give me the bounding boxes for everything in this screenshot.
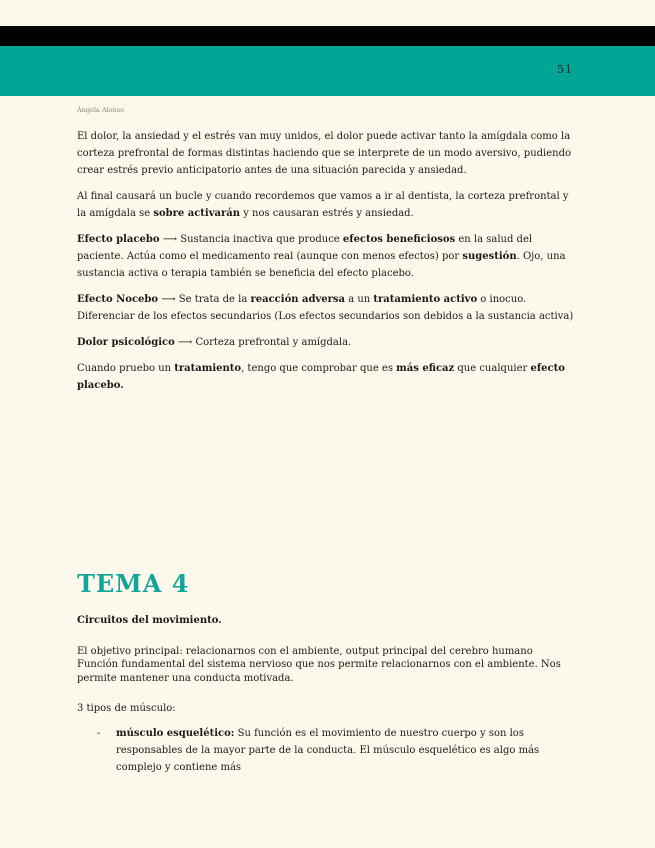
paragraph	[77, 360, 574, 394]
bold-text: efectos beneficiosos	[342, 234, 456, 245]
bold-text: tratamiento activo	[373, 294, 478, 305]
muscle-list	[77, 725, 574, 776]
body-text	[77, 128, 574, 403]
paragraph	[77, 188, 574, 222]
text-span: Al final causará un bucle y cuando recordemos que vamos a ir al dentista, la corteza prefrontal y la amígdala se	[77, 191, 569, 219]
text-span: y nos causaran estrés y ansiedad.	[240, 208, 414, 219]
text-span: Su función es el movimiento de nuestro cuerpo y son los responsables de la mayor parte de la conducta. El músculo esquelético es algo más complejo y contiene más	[116, 727, 540, 773]
bold-text: sobre activarán	[153, 208, 241, 219]
objective-line-1: El objetivo principal: relacionarnos con el ambiente, output principal del cerebro humano	[77, 645, 533, 657]
paragraph	[77, 334, 574, 351]
bold-text: tratamiento	[174, 363, 242, 374]
objective-text	[77, 645, 574, 686]
list-dash: -	[97, 727, 101, 739]
bold-text: Efecto Nocebo	[77, 294, 159, 305]
text-span: que cualquier	[454, 363, 531, 374]
bold-text: reacción adversa	[250, 294, 346, 305]
bold-text: sugestión	[462, 251, 517, 262]
paragraph	[77, 128, 574, 179]
paragraph	[77, 231, 574, 282]
text-span: . Ojo, una sustancia activa o terapia también se beneficia del efecto placebo.	[77, 251, 566, 279]
text-span: a un	[345, 294, 374, 305]
section-content	[77, 614, 574, 776]
author-label: Ángela Alonso	[77, 106, 125, 114]
text-span: en la salud del paciente. Actúa como el medicamento real (aunque con menos efectos) por	[77, 234, 533, 262]
text-span: o inocuo. Diferenciar de los efectos secundarios (Los efectos secundarios son debidos a la sustancia activa)	[77, 294, 574, 322]
objective-line-2: Función fundamental del sistema nervioso que nos permite relacionarnos con el ambiente. Nos permite mantener una conducta motivada.	[77, 659, 561, 684]
text-span: ⟶ Sustancia inactiva que produce	[159, 234, 343, 245]
bold-text: Dolor psicológico	[77, 337, 175, 348]
text-span: ⟶ Se trata de la	[158, 294, 251, 305]
section-title: TEMA 4	[77, 569, 190, 598]
page-number: 51	[557, 63, 573, 76]
muscle-types-intro: 3 tipos de músculo:	[77, 703, 176, 714]
bold-text: más eficaz	[396, 363, 455, 374]
text-span: , tengo que comprobar que es	[241, 363, 397, 374]
section-subtitle: Circuitos del movimiento.	[77, 615, 222, 626]
text-span: El dolor, la ansiedad y el estrés van muy unidos, el dolor puede activar tanto la amígdala como la corteza prefrontal de formas distintas haciendo que se interprete de un modo aversivo, pudiendo crear estrés previo anticipatorio antes de una situación parecida y ansiedad.	[77, 131, 572, 176]
text-span: Cuando pruebo un	[77, 363, 175, 374]
bold-text: Efecto placebo	[77, 234, 160, 245]
bold-text: efecto placebo.	[77, 363, 565, 391]
text-span: ⟶ Corteza prefrontal y amígdala.	[174, 337, 352, 348]
top-black-bar	[0, 26, 655, 46]
paragraph	[77, 291, 574, 325]
list-item	[77, 725, 574, 776]
bold-text: músculo esquelético:	[116, 727, 235, 739]
